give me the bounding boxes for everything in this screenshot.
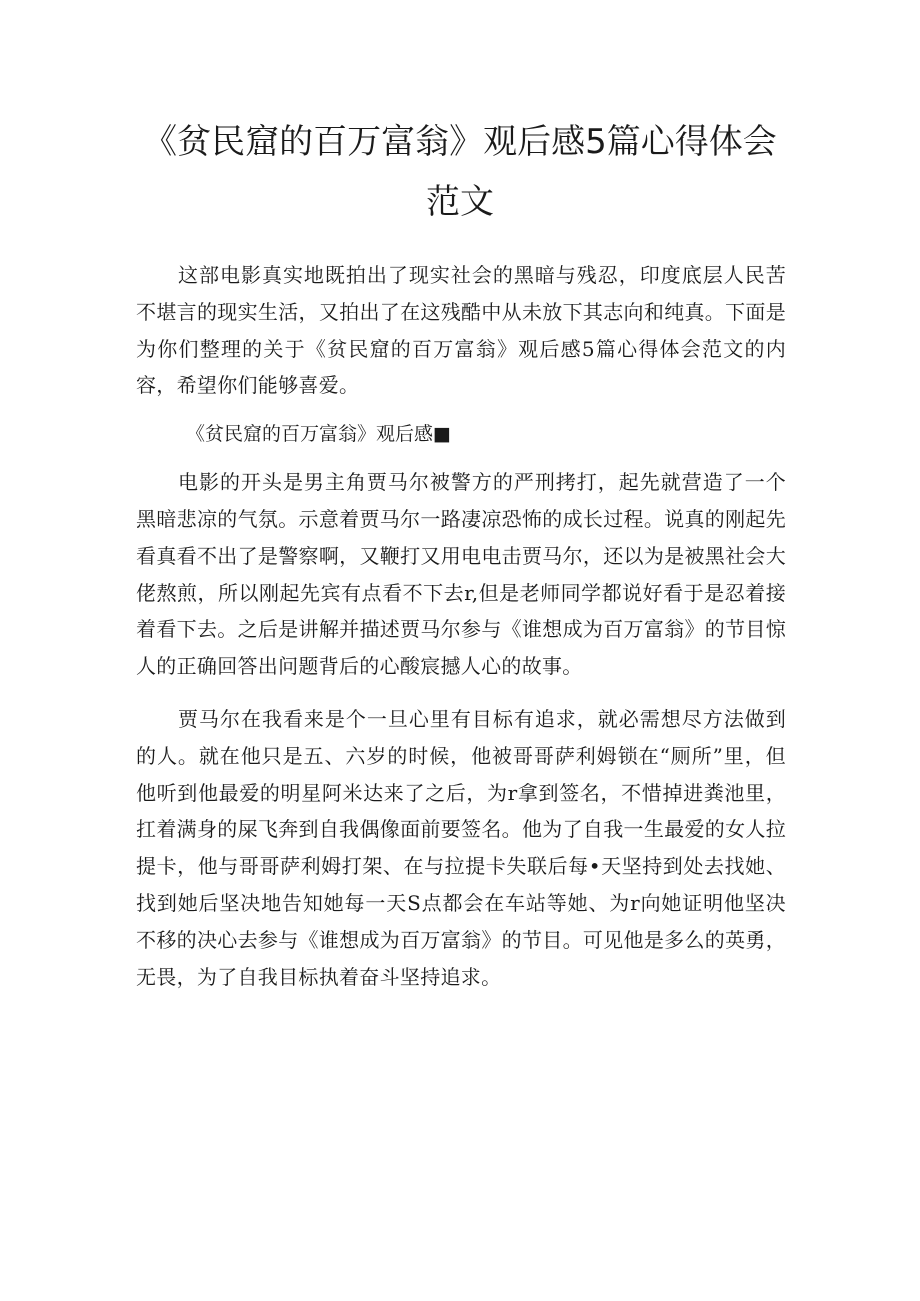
body-paragraph-2: 贾马尔在我看来是个一旦心里有目标有追求，就必需想尽方法做到的人。就在他只是五、六岁的时候，他被哥哥萨利姆锁在“厕所”里，但他听到他最爱的明星阿米达来了之后，为r拿到签名，不惜掉进粪池里，扛着满身的屎飞奔到自我偶像面前要签名。他为了自我一生最爱的女人拉提卡，他与哥哥萨利姆打架、在与拉提卡失联后每•天坚持到处去找她、找到她后坚决地告知她每一天S点都会在车站等她、为r向她证明他坚决不移的决心去参与《谁想成为百万富翁》的节目。可见他是多么的英勇，无畏，为了自我目标执着奋斗坚持追求。 [136, 706, 786, 989]
document-title: 《贫民窟的百万富翁》观后感5篇心得体会范文 [143, 122, 777, 222]
body-paragraph-1: 电影的开头是男主角贾马尔被警方的严刑拷打，起先就营造了一个黑暗悲凉的气氛。示意着贾马尔一路凄凉恐怖的成长过程。说真的刚起先看真看不出了是警察啊，又鞭打又用电电击贾马尔，还以为是被黑社会大佬熬煎，所以刚起先宾有点看不下去r,但是老师同学都说好看于是忍着接着看下去。之后是讲解并描述贾马尔参与《谁想成为百万富翁》的节目惊人的正确回答出问题背后的心酸宸撼人心的故事。 [136, 470, 786, 679]
intro-paragraph: 这部电影真实地既拍出了现实社会的黑暗与残忍，印度底层人民苦不堪言的现实生活，又拍出了在这残酷中从未放下其志向和纯真。下面是为你们整理的关于《贫民窟的百万富翁》观后感5篇心得体会范文的内容，希望你们能够喜爱。 [136, 263, 786, 398]
section-heading: 《贫民窟的百万富翁》观后感■ [186, 423, 451, 446]
document-body [136, 257, 786, 1011]
